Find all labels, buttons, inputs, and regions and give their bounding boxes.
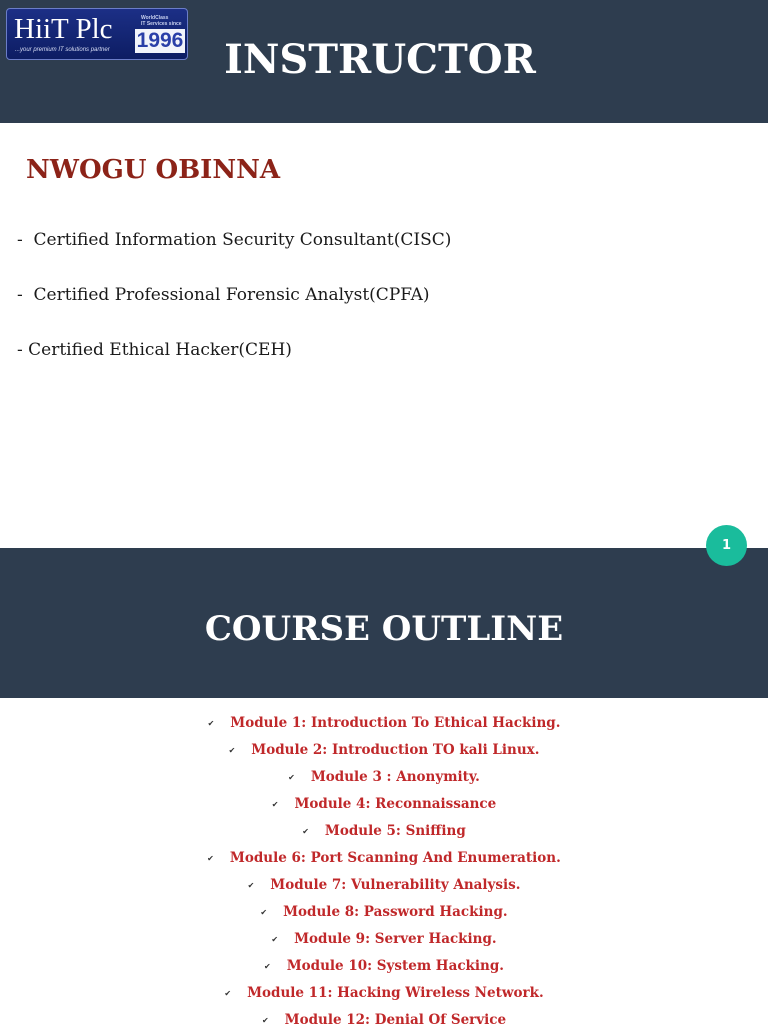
module-label: Module 8: Password Hacking. [283, 904, 508, 920]
module-label: Module 10: System Hacking. [286, 958, 504, 974]
certification-item: - Certified Professional Forensic Analyst(CPFA) [17, 285, 430, 305]
module-item [0, 710, 768, 737]
module-list [0, 710, 768, 1034]
module-label: Module 2: Introduction TO kali Linux. [251, 742, 540, 758]
module-item [0, 872, 768, 899]
checkmark-icon: ✔ [260, 908, 268, 917]
module-label: Module 9: Server Hacking. [294, 931, 497, 947]
module-label: Module 11: Hacking Wireless Network. [247, 985, 544, 1001]
instructor-name: NWOGU OBINNA [26, 155, 281, 185]
certification-item: - Certified Information Security Consultant(CISC) [17, 230, 452, 250]
checkmark-icon: ✔ [288, 773, 295, 782]
module-item [0, 845, 768, 872]
module-label: Module 12: Denial Of Service [284, 1012, 507, 1028]
page-title: INSTRUCTOR [224, 36, 536, 83]
certification-item: - Certified Ethical Hacker(CEH) [17, 340, 292, 360]
module-item [0, 1007, 768, 1034]
logo-tagline: ...your premium IT solutions partner [15, 47, 110, 53]
checkmark-icon: ✔ [261, 1016, 269, 1025]
checkmark-icon: ✔ [271, 935, 279, 944]
checkmark-icon: ✔ [207, 854, 214, 863]
checkmark-icon: ✔ [264, 962, 271, 971]
checkmark-icon: ✔ [228, 746, 236, 755]
course-outline-bar [0, 548, 768, 698]
module-label: Module 5: Sniffing [324, 823, 466, 839]
logo-badge-text: WorldClass IT Services since [141, 15, 182, 27]
module-item [0, 899, 768, 926]
checkmark-icon: ✔ [271, 800, 279, 809]
module-item [0, 980, 768, 1007]
logo-year: 1996 [136, 29, 184, 52]
module-item [0, 926, 768, 953]
checkmark-icon: ✔ [302, 827, 309, 836]
module-item [0, 764, 768, 791]
checkmark-icon: ✔ [207, 719, 215, 728]
checkmark-icon: ✔ [224, 989, 232, 998]
module-item [0, 818, 768, 845]
course-outline-title: COURSE OUTLINE [204, 609, 564, 649]
module-item [0, 791, 768, 818]
checkmark-icon: ✔ [247, 881, 255, 890]
module-label: Module 3 : Anonymity. [310, 769, 480, 785]
header-bar [0, 0, 768, 123]
page-number-badge: 1 [706, 525, 747, 566]
module-label: Module 7: Vulnerability Analysis. [270, 877, 521, 893]
module-label: Module 6: Port Scanning And Enumeration. [229, 850, 561, 866]
module-item [0, 953, 768, 980]
logo-name: HiiT Plc [14, 13, 113, 45]
module-label: Module 4: Reconnaissance [294, 796, 497, 812]
module-label: Module 1: Introduction To Ethical Hacking. [230, 715, 561, 731]
module-item [0, 737, 768, 764]
